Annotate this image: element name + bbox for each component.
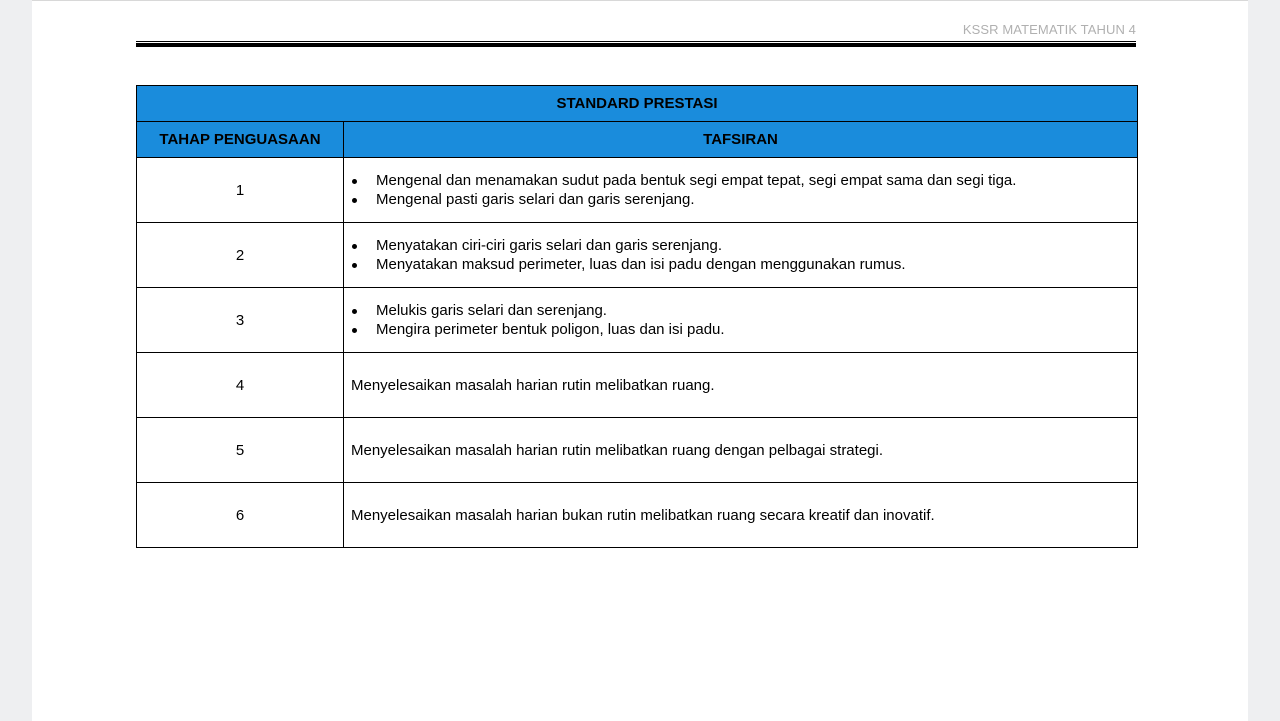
- bullet-list: [351, 236, 1137, 275]
- description-cell: [344, 158, 1138, 223]
- description-cell: [344, 288, 1138, 353]
- list-item: Mengenal pasti garis selari dan garis serenjang.: [351, 190, 1137, 210]
- table-header-row: [137, 122, 1138, 158]
- level-cell: 2: [137, 223, 344, 288]
- level-cell: 1: [137, 158, 344, 223]
- level-cell: 5: [137, 418, 344, 483]
- table-title: STANDARD PRESTASI: [137, 86, 1138, 122]
- bullet-list: [351, 301, 1137, 340]
- table-row: [137, 158, 1138, 223]
- table-title-row: [137, 86, 1138, 122]
- standard-prestasi-table: [136, 85, 1138, 548]
- list-item: Menyatakan ciri-ciri garis selari dan garis serenjang.: [351, 236, 1137, 256]
- list-item: Menyatakan maksud perimeter, luas dan isi padu dengan menggunakan rumus.: [351, 255, 1137, 275]
- description-cell: [344, 483, 1138, 548]
- level-cell: 6: [137, 483, 344, 548]
- table-row: [137, 353, 1138, 418]
- description-cell: [344, 353, 1138, 418]
- description-text: Menyelesaikan masalah harian rutin melibatkan ruang.: [351, 376, 715, 394]
- table-row: [137, 288, 1138, 353]
- level-cell: 4: [137, 353, 344, 418]
- list-item: Melukis garis selari dan serenjang.: [351, 301, 1137, 321]
- level-cell: 3: [137, 288, 344, 353]
- header-rule-thin: [136, 41, 1136, 42]
- description-cell: [344, 418, 1138, 483]
- description-text: Menyelesaikan masalah harian bukan rutin melibatkan ruang secara kreatif dan inovatif.: [351, 506, 935, 524]
- description-cell: [344, 223, 1138, 288]
- bullet-list: [351, 171, 1137, 210]
- column-header-level: TAHAP PENGUASAAN: [137, 122, 344, 158]
- list-item: Mengira perimeter bentuk poligon, luas dan isi padu.: [351, 320, 1137, 340]
- list-item: Mengenal dan menamakan sudut pada bentuk segi empat tepat, segi empat sama dan segi tiga.: [351, 171, 1137, 191]
- table-row: [137, 223, 1138, 288]
- table-row: [137, 483, 1138, 548]
- table-row: [137, 418, 1138, 483]
- header-rule-thick: [136, 43, 1136, 47]
- running-header: KSSR MATEMATIK TAHUN 4: [962, 22, 1136, 37]
- document-page: [32, 0, 1248, 721]
- column-header-description: TAFSIRAN: [344, 122, 1138, 158]
- description-text: Menyelesaikan masalah harian rutin melibatkan ruang dengan pelbagai strategi.: [351, 441, 884, 459]
